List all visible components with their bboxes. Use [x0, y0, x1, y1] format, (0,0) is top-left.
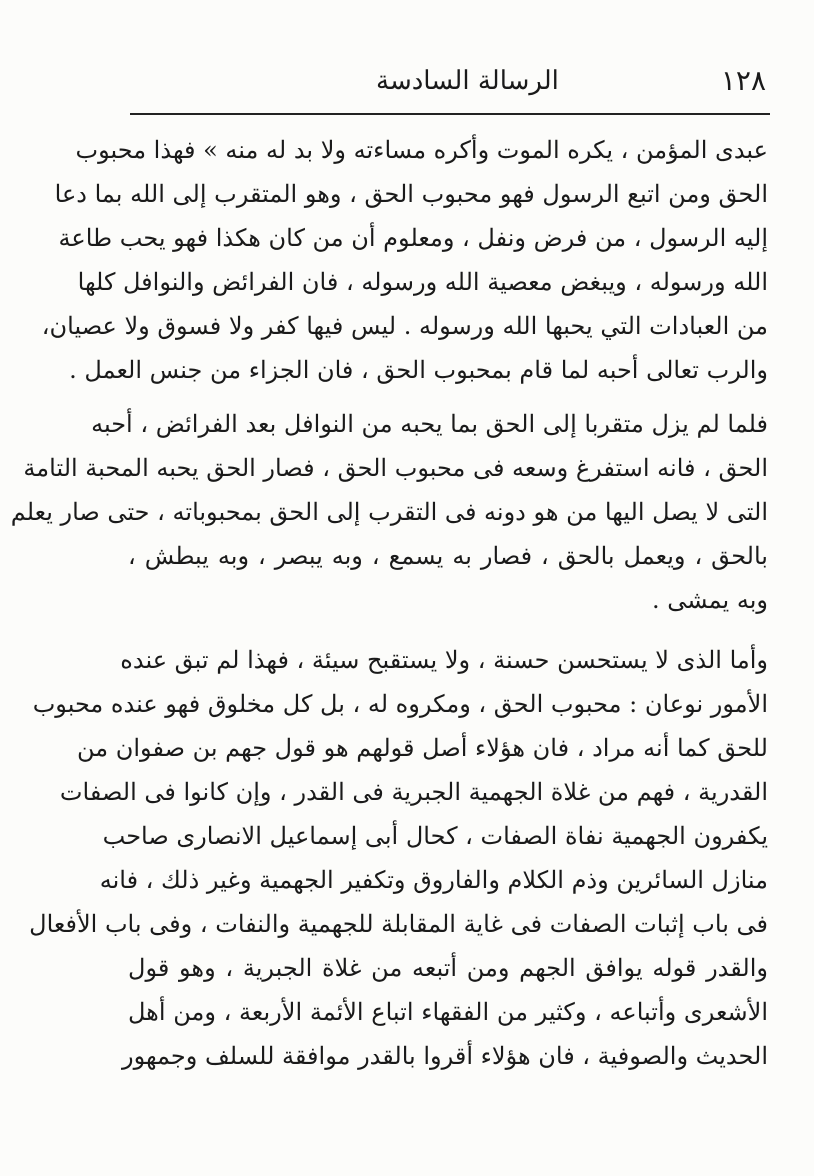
- text-line: الأمور نوعان : محبوب الحق ، ومكروه له ، بل كل مخلوق فهو عنده محبوب: [32, 690, 768, 718]
- paragraph-3: [29, 638, 768, 1078]
- text-line: وبه يمشى .: [652, 586, 768, 614]
- text-line: الحديث والصوفية ، فان هؤلاء أقروا بالقدر موافقة للسلف وجمهور: [121, 1042, 768, 1070]
- text-line: للحق كما أنه مراد ، فان هؤلاء أصل قولهم هو قول جهم بن صفوان من: [77, 734, 768, 762]
- header-divider: [130, 113, 770, 115]
- page-header: [130, 58, 770, 102]
- text-line: الحق ، فانه استفرغ وسعه فى محبوب الحق ، فصار الحق يحبه المحبة التامة: [23, 454, 768, 482]
- running-title: الرسالة السادسة: [376, 66, 559, 96]
- page-number: ١٢٨: [720, 64, 766, 97]
- text-line: فلما لم يزل متقربا إلى الحق بما يحبه من النوافل بعد الفرائض ، أحبه: [91, 410, 768, 438]
- text-line: يكفرون الجهمية نفاة الصفات ، كحال أبى إسماعيل الانصارى صاحب: [102, 822, 768, 850]
- paragraph-2: [10, 402, 768, 622]
- text-line: القدرية ، فهم من غلاة الجهمية الجبرية فى القدر ، وإن كانوا فى الصفات: [59, 778, 768, 806]
- body-text: [10, 128, 768, 1078]
- text-line: بالحق ، ويعمل بالحق ، فصار به يسمع ، وبه يبصر ، وبه يبطش ،: [128, 542, 768, 570]
- text-line: من العبادات التي يحبها الله ورسوله . ليس فيها كفر ولا فسوق ولا عصيان،: [41, 312, 768, 340]
- text-line: فى باب إثبات الصفات فى غاية المقابلة للجهمية والنفات ، وفى باب الأفعال: [29, 910, 768, 938]
- text-line: منازل السائرين وذم الكلام والفاروق وتكفير الجهمية وغير ذلك ، فانه: [99, 866, 768, 894]
- text-line: عبدى المؤمن ، يكره الموت وأكره مساءته ولا بد له منه » فهذا محبوب: [75, 136, 768, 164]
- text-line: الحق ومن اتبع الرسول فهو محبوب الحق ، وهو المتقرب إلى الله بما دعا: [54, 180, 768, 208]
- text-line: وأما الذى لا يستحسن حسنة ، ولا يستقبح سيئة ، فهذا لم تبق عنده: [120, 646, 768, 674]
- text-line: والقدر قوله يوافق الجهم ومن أتبعه من غلاة الجبرية ، وهو قول: [128, 954, 768, 982]
- text-line: الأشعرى وأتباعه ، وكثير من الفقهاء اتباع الأئمة الأربعة ، ومن أهل: [128, 998, 768, 1026]
- text-line: التى لا يصل اليها من هو دونه فى التقرب إلى الحق بمحبوباته ، حتى صار يعلم: [10, 498, 768, 526]
- text-line: والرب تعالى أحبه لما قام بمحبوب الحق ، فان الجزاء من جنس العمل .: [69, 356, 768, 384]
- paragraph-1: [41, 128, 768, 392]
- text-line: الله ورسوله ، ويبغض معصية الله ورسوله ، فان الفرائض والنوافل كلها: [77, 268, 768, 296]
- text-line: إليه الرسول ، من فرض ونفل ، ومعلوم أن من كان هكذا فهو يحب طاعة: [58, 224, 768, 252]
